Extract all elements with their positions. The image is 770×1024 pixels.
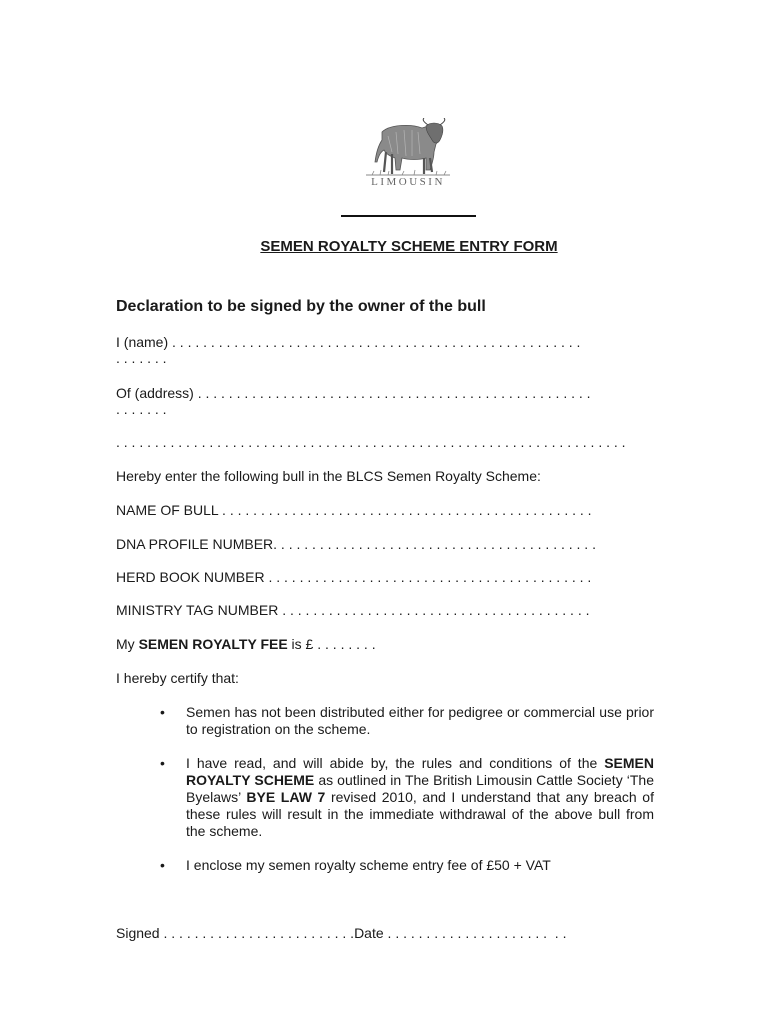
name-field[interactable]: I (name) . . . . . . . . . . . . . . . . . . . . . . . . . . . . . . . . . . . . . . . . . . . . . . . . . . . . . bbox=[116, 334, 581, 350]
herd-book-field[interactable]: HERD BOOK NUMBER . . . . . . . . . . . . . . . . . . . . . . . . . . . . . . . . . . . . . . . . . . bbox=[116, 569, 592, 585]
bullet-dot: • bbox=[160, 704, 165, 720]
item-2-text-b: as outlined in The British Limousin Cattle Society ‘The Byelaws’ bbox=[186, 772, 654, 805]
fee-label-bold: SEMEN ROYALTY FEE bbox=[138, 636, 288, 652]
enter-statement: Hereby enter the following bull in the BLCS Semen Royalty Scheme: bbox=[116, 468, 541, 484]
item-2-bold-scheme: SEMEN ROYALTY SCHEME bbox=[186, 755, 654, 788]
certify-statement: I hereby certify that: bbox=[116, 670, 239, 686]
bullet-dot: • bbox=[160, 755, 165, 771]
dna-profile-field[interactable]: DNA PROFILE NUMBER. . . . . . . . . . . . . . . . . . . . . . . . . . . . . . . . . . . . . . . . . . bbox=[116, 536, 596, 552]
fee-prefix: My bbox=[116, 636, 139, 652]
address-field-continuation[interactable]: . . . . . . . bbox=[116, 401, 167, 417]
name-field-continuation[interactable]: . . . . . . . bbox=[116, 350, 167, 366]
form-title: SEMEN ROYALTY SCHEME ENTRY FORM bbox=[260, 238, 558, 255]
royalty-fee-field[interactable] bbox=[116, 636, 376, 653]
bull-name-field[interactable]: NAME OF BULL . . . . . . . . . . . . . . . . . . . . . . . . . . . . . . . . . . . . . . . . . . . . . . . . bbox=[116, 502, 592, 518]
fee-suffix: is £ . . . . . . . . bbox=[287, 636, 376, 652]
item-2-bold-byelaw: BYE LAW 7 bbox=[246, 789, 326, 805]
address-field-line2[interactable]: . . . . . . . . . . . . . . . . . . . . . . . . . . . . . . . . . . . . . . . . . . . . . . . . . . . . . . . . . . . . . . . . . . bbox=[116, 434, 626, 450]
signature-date-field[interactable]: Signed . . . . . . . . . . . . . . . . . . . . . . . . .Date . . . . . . . . . . . . . . . . . . . . . . . bbox=[116, 925, 567, 941]
address-field[interactable]: Of (address) . . . . . . . . . . . . . . . . . . . . . . . . . . . . . . . . . . . . . . . . . . . . . . . . . . . bbox=[116, 385, 591, 401]
item-2-text-c: revised 2010, and I understand that any breach of these rules will result in the immediate withdrawal of the above bull from the scheme. bbox=[186, 789, 654, 839]
title-divider bbox=[341, 215, 476, 217]
certification-item-3: I enclose my semen royalty scheme entry fee of £50 + VAT bbox=[186, 857, 551, 873]
certification-item-2 bbox=[186, 755, 654, 840]
declaration-heading: Declaration to be signed by the owner of the bull bbox=[116, 298, 486, 315]
logo-caption: LIMOUSIN bbox=[371, 176, 445, 188]
bullet-dot: • bbox=[160, 857, 165, 873]
item-2-text-a: I have read, and will abide by, the rules and conditions of the bbox=[186, 755, 605, 771]
ministry-tag-field[interactable]: MINISTRY TAG NUMBER . . . . . . . . . . . . . . . . . . . . . . . . . . . . . . . . . . . . . . . . bbox=[116, 602, 590, 618]
bull-icon bbox=[362, 118, 454, 178]
certification-item-1: Semen has not been distributed either for pedigree or commercial use prior to registration on the scheme. bbox=[186, 704, 654, 737]
